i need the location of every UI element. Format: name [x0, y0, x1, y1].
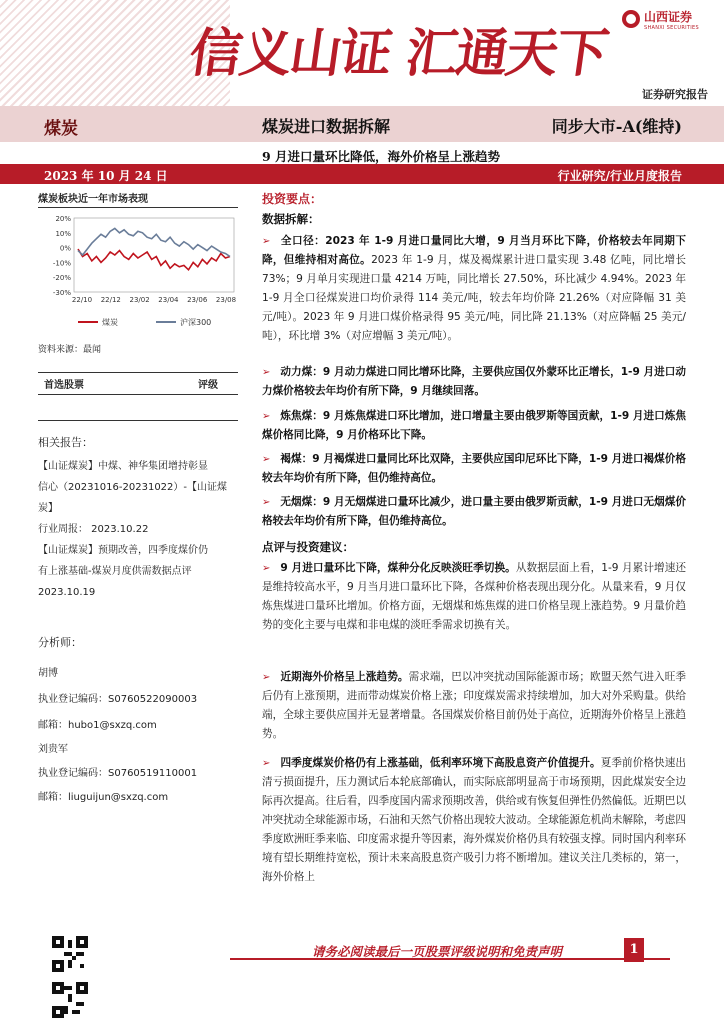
y-tick-label: 20% — [55, 215, 71, 223]
related-line: 2023.10.19 — [38, 587, 96, 598]
data-item: ➢ 无烟煤：9 月无烟煤进口量环比减少，进口量主要由俄罗斯贡献，1-9 月进口无烟煤价格较去年均价有所下降，但仍维持高位。 — [262, 496, 686, 527]
bullet-arrow-icon: ➢ — [262, 236, 271, 247]
analyst-license: 执业登记编码：S0760522090003 — [38, 694, 198, 705]
qr-code-icon — [52, 982, 88, 1018]
disclaimer-note: 请务必阅读最后一页股票评级说明和免责声明 — [312, 944, 563, 959]
y-tick-label: -30% — [52, 289, 71, 297]
logo-subtitle: SHANXI SECURITIES — [644, 25, 699, 31]
company-logo — [622, 6, 699, 31]
x-tick-label: 23/08 — [215, 296, 237, 304]
data-item: ➢ 全口径：2023 年 1-9 月进口量同比大增，9 月当月环比下降，价格较去年同期下降，但维持相对高位。2023 年 1-9 月，煤及褐煤累计进口量实现 3.48 亿吨，同比增长 73%；9 月单月实现进口量 4214 万吨，同比增长 27.50%，环比减少 4.94%。2023 年 1-9 月全口径煤炭进口均价录得 114 美元/吨，较去年均价降 21.26%（对应降幅 31 美元/吨）。2023 年 9 月进口煤价格录得 95 美元/吨，同比降 21.13%（对应降幅 25 美元/吨），环比增 3%（对应增幅 3 美元/吨）。 — [262, 235, 687, 342]
bullet-arrow-icon: ➢ — [262, 672, 271, 683]
qr-code-icon — [52, 936, 88, 972]
date-bar — [0, 164, 724, 184]
related-line: 有上涨基础-煤炭月度供需数据点评 — [38, 566, 192, 577]
chart-source: 资料来源：最闻 — [38, 345, 102, 355]
x-tick-label: 23/06 — [187, 296, 208, 304]
x-tick-label: 23/02 — [129, 296, 150, 304]
analyst-license: 执业登记编码：S0760519110001 — [38, 768, 198, 779]
advice-item: ➢ 近期海外价格呈上涨趋势。需求端，巴以冲突扰动国际能源市场；欧盟天然气进入旺季后仍有上涨预期，进而带动煤炭价格上涨；印度煤炭需求持续增加，加大对外采购量。供给端，全球主要供应国并无显著增量。各国煤炭价格目前仍处于高位，近期海外价格呈上涨趋势。 — [262, 671, 687, 740]
data-item: ➢ 褐煤：9 月褐煤进口量同比环比双降，主要供应国印尼环比下降，1-9 月进口褐煤价格较去年均价有所下降，但仍维持高位。 — [262, 453, 686, 484]
analyst-name: 刘贵军 — [38, 744, 68, 755]
advice-heading: 点评与投资建议： — [262, 540, 354, 554]
advice-item: ➢ 四季度煤炭价格仍有上涨基础，低利率环境下高股息资产价值提升。夏季前价格快速出清亏损面提升，压力测试后本轮底部确认，而实际底部明显高于市场预期，因此煤炭安全边际再次提高。往后看，四季度国内需求预期改善，供给或有恢复但弹性仍然偏低。近期巴以冲突扰动全球能源市场，石油和天然气价格出现较大波动。全球能源危机尚未解除，考虑四季度欧洲旺季来临、印度需求提升等因素，海外煤炭价格仍具有较强支撑。同时国内利率环境有望长期维持宽松，预计未来高股息资产吸引力将不断增加。建议关注几类标的，第一，海外价格上 — [262, 757, 686, 883]
header-slogan: 信义山证 汇通天下 — [185, 23, 611, 84]
stocks-col-stock: 首选股票 — [44, 380, 84, 391]
x-tick-label: 22/10 — [71, 296, 93, 304]
y-tick-label: -10% — [52, 259, 71, 268]
related-line: 信心（20231016-20231022）-【山证煤炭】 — [38, 482, 228, 514]
bullet-arrow-icon: ➢ — [262, 563, 271, 574]
x-tick-label: 23/04 — [158, 296, 179, 304]
report-type: 证券研究报告 — [642, 88, 708, 101]
data-heading: 数据拆解： — [262, 212, 320, 226]
y-tick-label: 10% — [55, 229, 71, 238]
analyst-name: 胡博 — [38, 668, 58, 679]
advice-item: ➢ 9 月进口量环比下降，煤种分化反映淡旺季切换。从数据层面上看，1-9 月累计增速还是维持较高水平，9 月当月进口量环比下降，各煤种价格表现出现分化。从量来看，9 月仅炼焦煤进口量环比增加。价格方面，无烟煤和炼焦煤的进口价格呈现上涨趋势。9 月量价趋势的变化主要与电煤和非电煤的淡旺季需求切换有关。 — [262, 562, 686, 631]
series-line-csi300 — [78, 228, 230, 256]
report-title: 煤炭进口数据拆解 — [262, 117, 391, 136]
logo-icon — [622, 10, 640, 28]
invest-heading: 投资要点： — [262, 192, 323, 206]
bullet-arrow-icon: ➢ — [262, 497, 271, 508]
report-subtitle: 9 月进口量环比降低，海外价格呈上涨趋势 — [262, 149, 501, 164]
bullet-arrow-icon: ➢ — [262, 367, 271, 378]
analysts-heading: 分析师： — [38, 636, 82, 649]
legend-label: 煤炭 — [102, 318, 118, 327]
related-line: 行业周报： 2023.10.22 — [38, 524, 149, 535]
series-line-coal — [78, 249, 230, 270]
analyst-email: 邮箱：hubo1@sxzq.com — [38, 720, 157, 731]
report-kind: 行业研究/行业月度报告 — [557, 169, 682, 183]
related-heading: 相关报告： — [38, 436, 93, 449]
related-line: 【山证煤炭】中煤、神华集团增持彰显 — [38, 461, 208, 472]
page-number: 1 — [624, 938, 644, 962]
analyst-email: 邮箱：liuguijun@sxzq.com — [38, 792, 169, 803]
x-tick-label: 22/12 — [100, 296, 121, 304]
bullet-arrow-icon: ➢ — [262, 758, 271, 769]
data-item: ➢ 动力煤：9 月动力煤进口同比增环比降，主要供应国仅外蒙环比正增长，1-9 月进口动力煤价格较去年均价有所下降，9 月继续回落。 — [262, 366, 686, 397]
industry-rating: 同步大市-A(维持) — [551, 117, 682, 136]
stocks-table-bottom — [38, 420, 238, 421]
logo-name: 山西证券 — [644, 10, 693, 24]
related-line: 【山证煤炭】预期改善，四季度煤价仍 — [38, 545, 208, 556]
stocks-col-rating: 评级 — [198, 380, 218, 391]
chart-plot-area — [74, 218, 234, 292]
title-band — [0, 106, 724, 142]
footer-divider — [230, 958, 670, 960]
y-tick-label: -20% — [52, 274, 71, 283]
stocks-table-header — [38, 372, 238, 395]
chart-title: 煤炭板块近一年市场表现 — [38, 190, 238, 208]
related-reports — [38, 456, 238, 603]
industry-label: 煤炭 — [44, 119, 78, 139]
bullet-arrow-icon: ➢ — [262, 411, 271, 422]
report-date: 2023 年 10 月 24 日 — [44, 169, 168, 183]
legend-label: 沪深300 — [180, 318, 212, 327]
y-tick-label: 0% — [59, 244, 71, 253]
market-performance-chart — [38, 210, 238, 336]
data-item: ➢ 炼焦煤：9 月炼焦煤进口环比增加，进口增量主要由俄罗斯等国贡献，1-9 月进口炼焦煤价格同比降，9 月价格环比下降。 — [262, 410, 686, 441]
bullet-arrow-icon: ➢ — [262, 454, 271, 465]
